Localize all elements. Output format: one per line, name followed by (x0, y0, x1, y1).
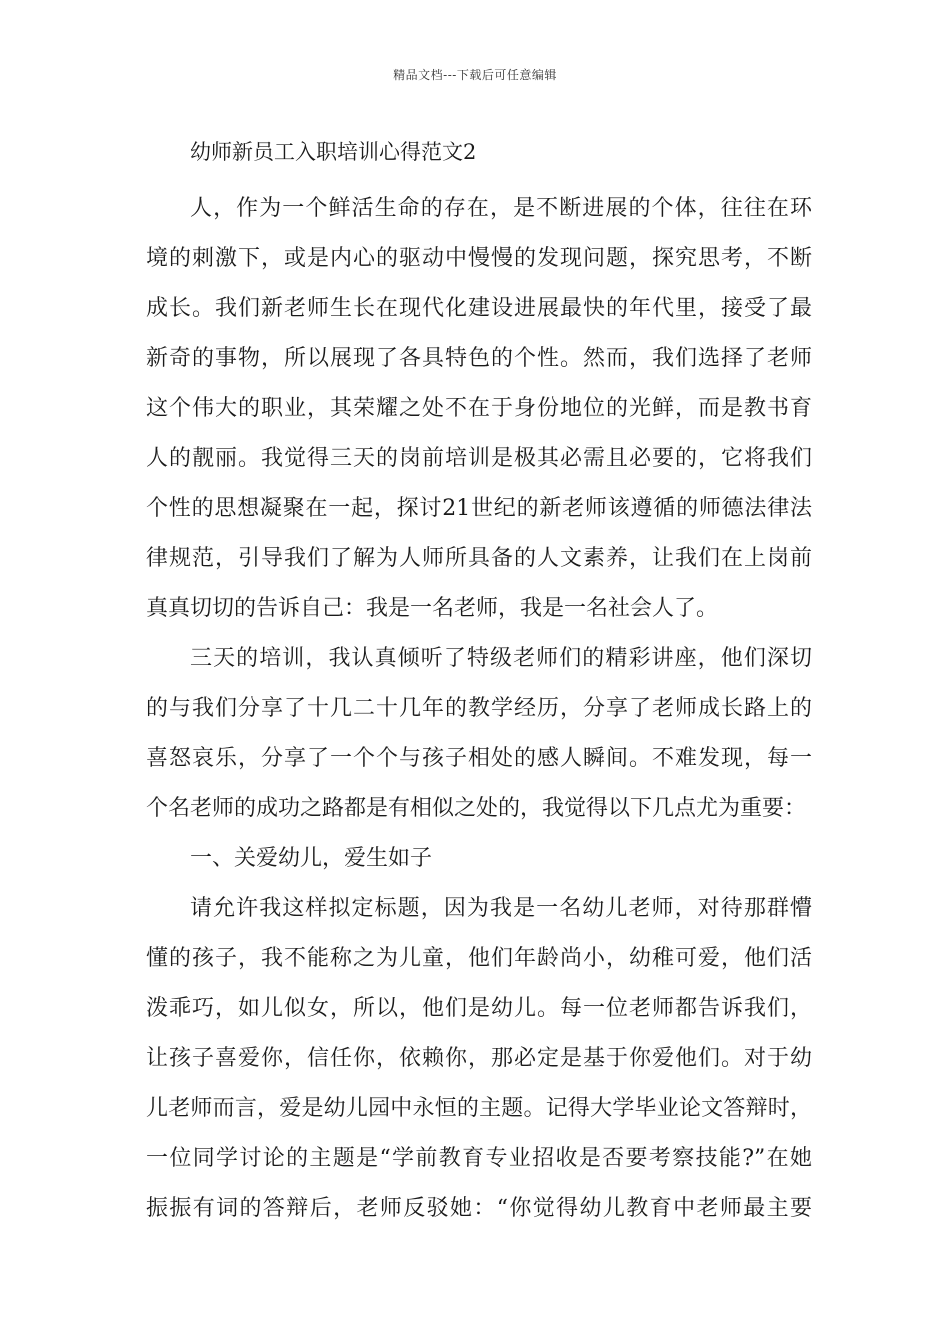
paragraph-line: 振振有词的答辩后，老师反驳她：“你觉得幼儿教育中老师最主要 (146, 1196, 812, 1221)
paragraph-line: 个性的思想凝聚在一起，探讨21世纪的新老师该遵循的师德法律法 (146, 496, 812, 521)
paragraph-1 (146, 184, 812, 634)
paragraph-line: 喜怒哀乐，分享了一个个与孩子相处的感人瞬间。不难发现，每一 (146, 746, 812, 771)
paragraph-line: 这个伟大的职业，其荣耀之处不在于身份地位的光鲜，而是教书育 (146, 396, 812, 421)
paragraph-line: 让孩子喜爱你，信任你，依赖你，那必定是基于你爱他们。对于幼 (146, 1046, 812, 1071)
paragraph-line: 请允许我这样拟定标题，因为我是一名幼儿老师，对待那群懵 (190, 896, 812, 921)
paragraph-line: 人，作为一个鲜活生命的存在，是不断进展的个体，往往在环 (190, 196, 812, 221)
paragraph-line: 的与我们分享了十几二十几年的教学经历，分享了老师成长路上的 (146, 696, 812, 721)
document-body (146, 134, 812, 1234)
paragraph-2 (146, 634, 812, 834)
paragraph-line: 懂的孩子，我不能称之为儿童，他们年龄尚小，幼稚可爱，他们活 (146, 946, 812, 971)
section-heading: 一、关爱幼儿，爱生如子 (190, 846, 433, 871)
paragraph-line: 泼乖巧，如儿似女，所以，他们是幼儿。每一位老师都告诉我们， (146, 996, 812, 1021)
paragraph-line: 新奇的事物，所以展现了各具特色的个性。然而，我们选择了老师 (146, 346, 812, 371)
paragraph-line: 个名老师的成功之路都是有相似之处的，我觉得以下几点尤为重要： (146, 796, 807, 821)
paragraph-line: 律规范，引导我们了解为人师所具备的人文素养，让我们在上岗前 (146, 546, 812, 571)
paragraph-line: 真真切切的告诉自己：我是一名老师，我是一名社会人了。 (146, 596, 719, 621)
paragraph-line: 一位同学讨论的主题是“学前教育专业招收是否要考察技能?”在她 (146, 1146, 812, 1171)
paragraph-3 (146, 884, 812, 1234)
paragraph-line: 三天的培训，我认真倾听了特级老师们的精彩讲座，他们深切 (190, 646, 812, 671)
document-title: 幼师新员工入职培训心得范文2 (190, 140, 477, 164)
paragraph-line: 境的刺激下，或是内心的驱动中慢慢的发现问题，探究思考，不断 (146, 246, 812, 271)
paragraph-line: 人的靓丽。我觉得三天的岗前培训是极其必需且必要的，它将我们 (146, 446, 812, 471)
paragraph-line: 儿老师而言，爱是幼儿园中永恒的主题。记得大学毕业论文答辩时， (146, 1096, 812, 1121)
page-header: 精品文档---下载后可任意编辑 (393, 68, 557, 82)
paragraph-line: 成长。我们新老师生长在现代化建设进展最快的年代里，接受了最 (146, 296, 812, 321)
